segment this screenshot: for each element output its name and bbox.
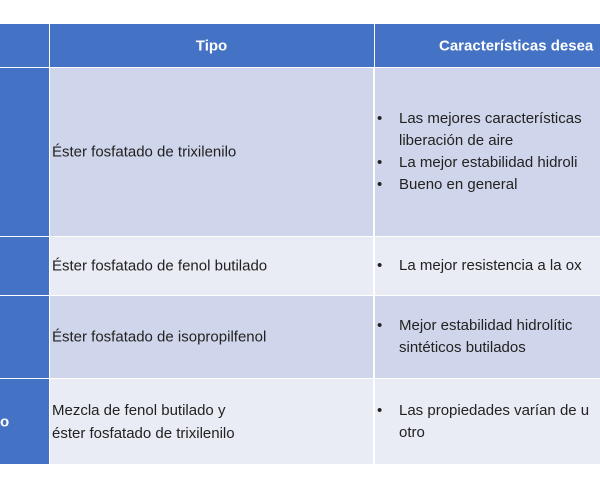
header-caracteristicas: Características desea — [439, 37, 594, 54]
row-edge-label: o — [0, 413, 10, 430]
header-caracteristicas-cell — [374, 24, 600, 67]
caracteristicas-cell — [374, 296, 600, 378]
header-edge-cell — [0, 24, 49, 67]
tipo-text: Éster fosfatado de isopropilfenol — [52, 328, 267, 346]
tipo-cell — [49, 68, 373, 236]
tipo-cell — [49, 296, 373, 378]
table-row — [0, 296, 600, 378]
table-row — [0, 237, 600, 295]
caracteristica-item: • Bueno en general — [399, 174, 600, 196]
tipo-text: Éster fosfatado de trixilenilo — [52, 143, 237, 161]
caracteristica-item: • Mejor estabilidad hidrolític sintéticos butilados — [399, 315, 600, 359]
row-edge-cell — [0, 379, 49, 464]
table-row — [0, 68, 600, 236]
tipo-cell — [49, 379, 373, 464]
caracteristicas-list — [375, 108, 600, 196]
caracteristica-item: • Las mejores características liberación de aire — [399, 108, 600, 152]
caracteristicas-list — [375, 315, 600, 359]
caracteristicas-list — [375, 255, 600, 277]
caracteristicas-cell — [374, 68, 600, 236]
row-edge-cell — [0, 237, 49, 295]
caracteristicas-cell — [374, 237, 600, 295]
caracteristica-item: • La mejor estabilidad hidroli — [399, 152, 600, 174]
caracteristica-item: • Las propiedades varían de u otro — [399, 400, 600, 444]
row-edge-cell — [0, 296, 49, 378]
tipo-text: Éster fosfatado de fenol butilado — [52, 257, 268, 275]
tipo-text: Mezcla de fenol butilado y éster fosfatado de trixilenilo — [52, 401, 235, 442]
caracteristicas-list — [375, 400, 600, 444]
caracteristica-item: • La mejor resistencia a la ox — [399, 255, 600, 277]
caracteristicas-cell — [374, 379, 600, 464]
row-edge-cell — [0, 68, 49, 236]
tipo-cell — [49, 237, 373, 295]
table-header-row — [0, 24, 600, 67]
header-tipo-cell — [49, 24, 373, 67]
table-row — [0, 379, 600, 464]
header-tipo: Tipo — [195, 37, 228, 54]
